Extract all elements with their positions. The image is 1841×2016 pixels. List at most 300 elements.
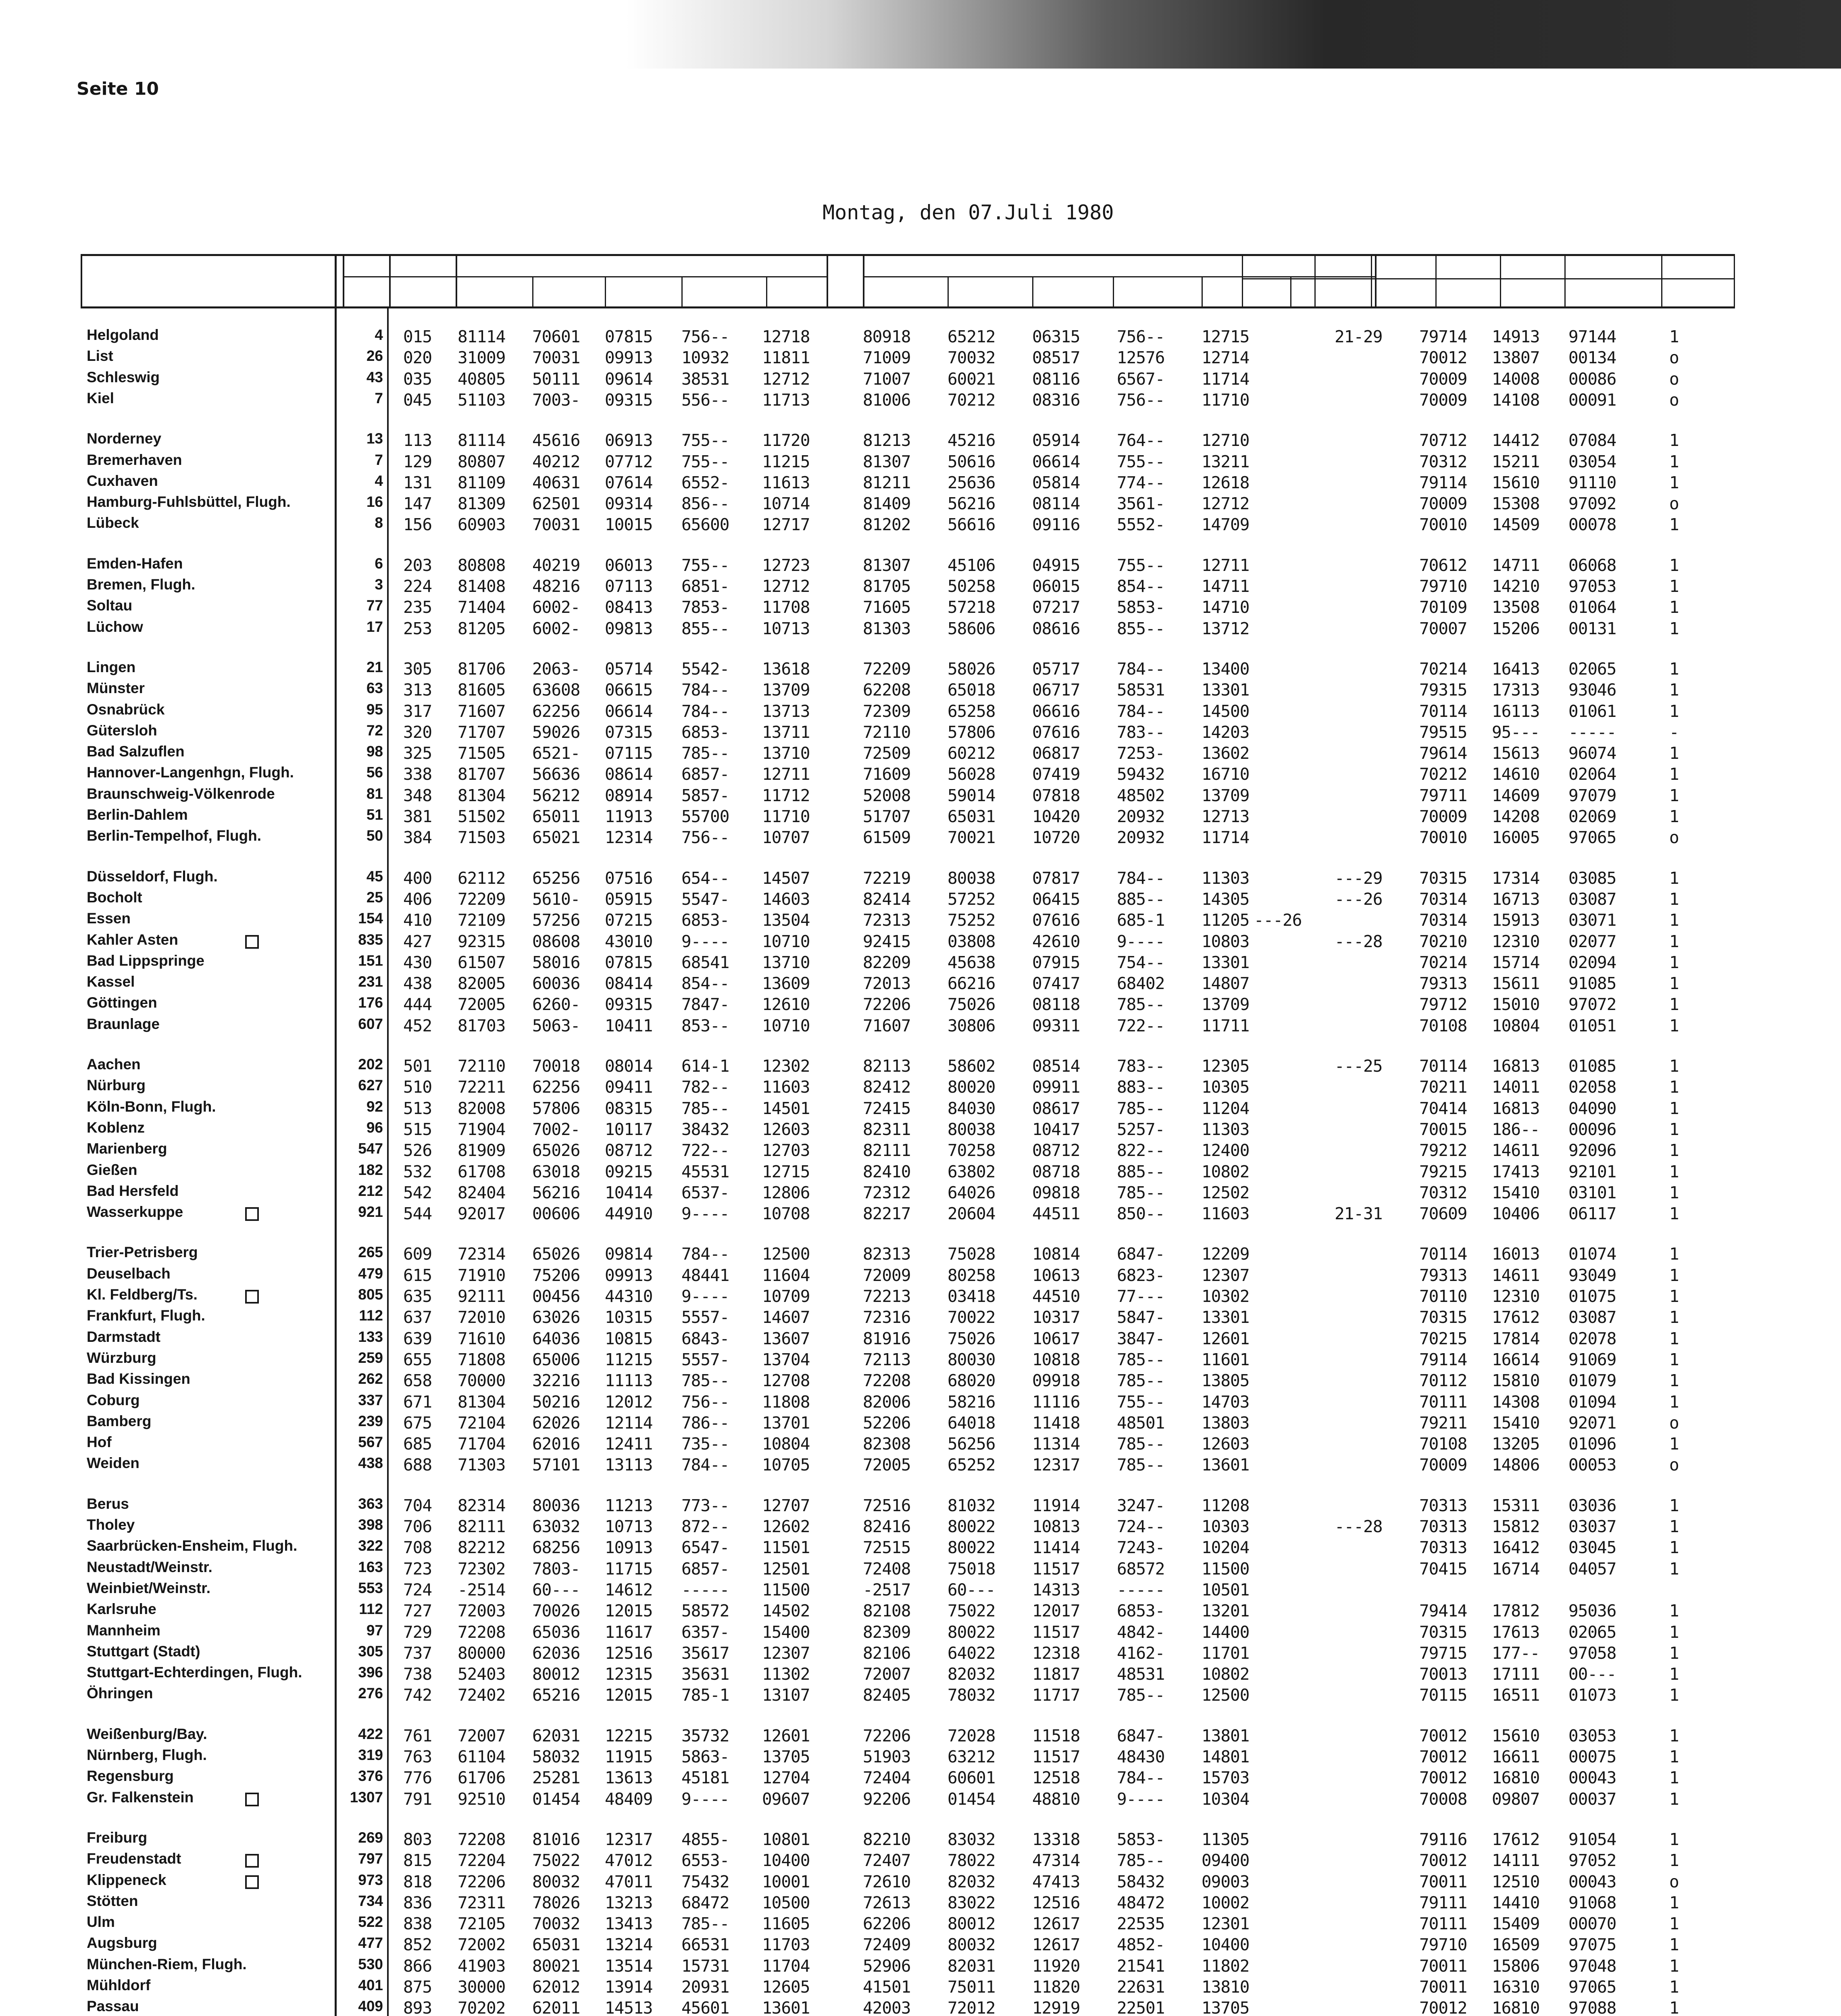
cell-i: 11820 (1032, 1977, 1080, 1997)
cell-e: 12715 (762, 1162, 810, 1181)
cell-r5: 97079 (1568, 785, 1616, 805)
cell-r3: 79114 (1419, 1350, 1467, 1369)
cell-r3: 70313 (1419, 1538, 1467, 1558)
cell-f: 52206 (863, 1413, 911, 1433)
station-height: 363 (358, 1495, 383, 1512)
cell-c: 10414 (605, 1183, 653, 1202)
cell-i: 06415 (1032, 889, 1080, 909)
cell-a: 71404 (458, 598, 506, 617)
station-height: 95 (366, 701, 383, 718)
block06-sub-line (343, 276, 827, 277)
cell-b: 63018 (532, 1162, 580, 1181)
cell-a: 41903 (458, 1956, 506, 1976)
cell-r3: 70110 (1419, 1287, 1467, 1306)
cell-i: 11418 (1032, 1413, 1080, 1433)
cell-a: 61104 (458, 1747, 506, 1766)
cell-r3: 70712 (1419, 431, 1467, 450)
cell-k: 14709 (1202, 515, 1250, 535)
cell-i: 08617 (1032, 1098, 1080, 1118)
header-subdivider (948, 277, 949, 308)
cell-c: 12411 (605, 1434, 653, 1454)
station-height: 259 (358, 1349, 383, 1366)
cell-a: 71303 (458, 1455, 506, 1475)
station-name: Helgoland (87, 327, 159, 343)
cell-r6: 1 (1669, 1308, 1679, 1327)
cell-iii: 406 (403, 889, 432, 909)
cell-e: 12711 (762, 764, 810, 784)
cell-b: 62026 (532, 1413, 580, 1433)
cell-r4: 14609 (1492, 785, 1540, 805)
cell-r4: 17612 (1492, 1308, 1540, 1327)
cell-j: 785-- (1117, 1685, 1165, 1705)
cell-r6: 1 (1669, 1204, 1679, 1224)
cell-r6: 1 (1669, 807, 1679, 826)
table-row (0, 1286, 1774, 1306)
cell-j: 685-1 (1117, 910, 1165, 930)
cell-b: 65036 (532, 1622, 580, 1642)
table-row (0, 576, 1774, 596)
page-number: Seite 10 (77, 79, 159, 99)
cell-i: 08316 (1032, 390, 1080, 410)
cell-iii: 317 (403, 701, 432, 721)
cell-j: 850-- (1117, 1204, 1165, 1224)
cell-r6: o (1669, 828, 1679, 848)
cell-j: 9---- (1117, 1789, 1165, 1809)
cell-f: 72415 (863, 1098, 911, 1118)
station-height: 396 (358, 1664, 383, 1681)
cell-f: 72206 (863, 995, 911, 1014)
cell-g: 63212 (948, 1747, 995, 1766)
cell-iii: 615 (403, 1265, 432, 1285)
cell-c: 09314 (605, 494, 653, 514)
cell-r4: 17812 (1492, 1601, 1540, 1621)
cell-g: 80258 (948, 1265, 995, 1285)
cell-d: 756-- (681, 828, 729, 848)
station-height: 322 (358, 1537, 383, 1554)
cell-iii: 147 (403, 494, 432, 514)
cell-i: 10617 (1032, 1329, 1080, 1348)
cell-c: 10117 (605, 1119, 653, 1139)
cell-f: 81307 (863, 452, 911, 471)
cell-j: 20932 (1117, 807, 1165, 826)
cell-d: 6853- (681, 910, 729, 930)
cell-k: 15703 (1202, 1768, 1250, 1788)
cell-e: 12707 (762, 1495, 810, 1515)
cell-r3: 70313 (1419, 1517, 1467, 1536)
cell-r4: 12310 (1492, 1287, 1540, 1306)
cell-i: 12919 (1032, 1998, 1080, 2016)
station-name: Weiden (87, 1455, 140, 1472)
cell-a: 82404 (458, 1183, 506, 1202)
cell-iii: 131 (403, 473, 432, 492)
cell-a: 72302 (458, 1559, 506, 1579)
cell-g: 60--- (948, 1580, 995, 1599)
cell-r6: 1 (1669, 974, 1679, 993)
station-name: Bamberg (87, 1412, 152, 1429)
cell-f: 92206 (863, 1789, 911, 1809)
table-row (0, 1601, 1774, 1621)
cell-a: 71704 (458, 1434, 506, 1454)
cell-r3: 70007 (1419, 619, 1467, 638)
cell-r5: 03037 (1568, 1517, 1616, 1536)
cell-i: 12617 (1032, 1914, 1080, 1934)
cell-k: 13301 (1202, 1308, 1250, 1327)
cell-k: 10204 (1202, 1538, 1250, 1558)
cell-d: 6843- (681, 1329, 729, 1348)
cell-k: 14801 (1202, 1747, 1250, 1766)
cell-c: 05915 (605, 889, 653, 909)
table-row (0, 973, 1774, 993)
cell-d: 45601 (681, 1998, 729, 2016)
cell-c: 13914 (605, 1977, 653, 1997)
cell-r3: 70214 (1419, 659, 1467, 679)
station-height: 96 (366, 1119, 383, 1136)
station-height: 51 (366, 806, 383, 823)
cell-g: 65212 (948, 327, 995, 346)
station-height: 97 (366, 1622, 383, 1639)
cell-r5: 97144 (1568, 327, 1616, 346)
cell-iii: 723 (403, 1559, 432, 1579)
cell-r5: 03101 (1568, 1183, 1616, 1202)
cell-r3: 70012 (1419, 348, 1467, 368)
cell-e: 10708 (762, 1204, 810, 1224)
cell-r5: 95036 (1568, 1601, 1616, 1621)
cell-f: 72005 (863, 1455, 911, 1475)
table-row (0, 1726, 1774, 1746)
cell-a: 52403 (458, 1664, 506, 1684)
station-height: 239 (358, 1412, 383, 1429)
cell-c: 08914 (605, 785, 653, 805)
cell-k: 12711 (1202, 555, 1250, 575)
cell-i: 11920 (1032, 1956, 1080, 1976)
station-height: 77 (366, 597, 383, 614)
cell-r3: 70013 (1419, 1664, 1467, 1684)
cell-r5: 97053 (1568, 577, 1616, 596)
table-row (0, 1914, 1774, 1934)
cell-r3: 70211 (1419, 1077, 1467, 1097)
cell-r3: 70009 (1419, 369, 1467, 389)
cell-c: 09215 (605, 1162, 653, 1181)
cell-iii: 129 (403, 452, 432, 471)
cell-d: 68541 (681, 952, 729, 972)
cell-r5: 97075 (1568, 1935, 1616, 1955)
station-height: 262 (358, 1370, 383, 1387)
header-subdivider (1500, 254, 1501, 308)
cell-i: 10720 (1032, 828, 1080, 848)
cell-r3: 70009 (1419, 1455, 1467, 1475)
cell-iii: 156 (403, 515, 432, 535)
station-height: 337 (358, 1391, 383, 1408)
cell-a: 71808 (458, 1350, 506, 1369)
cell-b: 62012 (532, 1977, 580, 1997)
cell-b: 59026 (532, 722, 580, 742)
cell-c: 12516 (605, 1643, 653, 1663)
station-name: Bad Hersfeld (87, 1182, 179, 1199)
cell-a: 81605 (458, 680, 506, 700)
cell-r5: 01096 (1568, 1434, 1616, 1454)
cell-a: 72206 (458, 1872, 506, 1891)
cell-g: 75018 (948, 1559, 995, 1579)
cell-k: 11500 (1202, 1559, 1250, 1579)
cell-iii: 727 (403, 1601, 432, 1621)
cell-r4: 17313 (1492, 680, 1540, 700)
cell-d: 38432 (681, 1119, 729, 1139)
cell-r3: 79614 (1419, 744, 1467, 763)
cell-i: 11717 (1032, 1685, 1080, 1705)
cell-r6: 1 (1669, 1265, 1679, 1285)
cell-i: 10317 (1032, 1308, 1080, 1327)
station-height: 627 (358, 1077, 383, 1094)
cell-f: 42003 (863, 1998, 911, 2016)
cell-j: 6847- (1117, 1244, 1165, 1264)
cell-r5: 03054 (1568, 452, 1616, 471)
cell-iii: 305 (403, 659, 432, 679)
cell-e: 11215 (762, 452, 810, 471)
cell-iii: 637 (403, 1308, 432, 1327)
cell-r2: 21-29 (1335, 327, 1383, 346)
cell-d: 785-1 (681, 1685, 729, 1705)
cell-r5: 00096 (1568, 1119, 1616, 1139)
cell-r5: 00131 (1568, 619, 1616, 638)
cell-i: 08118 (1032, 995, 1080, 1014)
station-name: Berlin-Dahlem (87, 806, 188, 823)
cell-e: 13710 (762, 744, 810, 763)
cell-iii: 035 (403, 369, 432, 389)
station-height: 3 (375, 576, 383, 593)
cell-b: 62016 (532, 1434, 580, 1454)
cell-f: 61509 (863, 828, 911, 848)
cell-r6: 1 (1669, 1350, 1679, 1369)
cell-j: 883-- (1117, 1077, 1165, 1097)
station-name: Düsseldorf, Flugh. (87, 868, 218, 885)
cell-d: 38531 (681, 369, 729, 389)
cell-c: 09913 (605, 348, 653, 368)
cell-c: 13514 (605, 1956, 653, 1976)
cell-b: 62011 (532, 1998, 580, 2016)
cell-d: 5557- (681, 1308, 729, 1327)
cell-r3: 70009 (1419, 390, 1467, 410)
cell-b: 7002- (532, 1119, 580, 1139)
cell-e: 11720 (762, 431, 810, 450)
cell-k: 14807 (1202, 974, 1250, 993)
cell-b: 63026 (532, 1308, 580, 1327)
cell-d: 556-- (681, 390, 729, 410)
cell-k: 10305 (1202, 1077, 1250, 1097)
cell-r4: 16412 (1492, 1538, 1540, 1558)
cell-a: 72110 (458, 1056, 506, 1076)
cell-c: 09813 (605, 619, 653, 638)
cell-r3: 79313 (1419, 1265, 1467, 1285)
cell-iii: 320 (403, 722, 432, 742)
table-row (0, 659, 1774, 679)
cell-r4: 15410 (1492, 1413, 1540, 1433)
cell-f: 82209 (863, 952, 911, 972)
cell-c: 13214 (605, 1935, 653, 1955)
cell-c: 11913 (605, 807, 653, 826)
cell-c: 06913 (605, 431, 653, 450)
cell-i: 11116 (1032, 1392, 1080, 1412)
cell-r3: 79114 (1419, 473, 1467, 492)
header-divider (456, 254, 457, 308)
table-row (0, 1204, 1774, 1224)
cell-r3: 70314 (1419, 889, 1467, 909)
cell-c: 11617 (605, 1622, 653, 1642)
station-name: Norderney (87, 430, 162, 447)
cell-j: 20932 (1117, 828, 1165, 848)
cell-a: 31009 (458, 348, 506, 368)
cell-b: 65031 (532, 1935, 580, 1955)
cell-e: 11708 (762, 598, 810, 617)
cell-r3: 70012 (1419, 1768, 1467, 1788)
cell-e: 11808 (762, 1392, 810, 1412)
station-height: 398 (358, 1516, 383, 1533)
station-name: Emden-Hafen (87, 555, 183, 572)
cell-a: 92510 (458, 1789, 506, 1809)
cell-g: 56256 (948, 1434, 995, 1454)
cell-r4: 15812 (1492, 1517, 1540, 1536)
cell-r2: ---29 (1335, 868, 1383, 888)
cell-r5: 97052 (1568, 1851, 1616, 1870)
cell-a: 71904 (458, 1119, 506, 1139)
cell-r3: 70312 (1419, 452, 1467, 471)
station-name: Kl. Feldberg/Ts. (87, 1286, 198, 1303)
cell-e: 15400 (762, 1622, 810, 1642)
cell-k: 11205 (1202, 910, 1250, 930)
cell-k: 12500 (1202, 1685, 1250, 1705)
cell-r6: 1 (1669, 1119, 1679, 1139)
cell-f: 82313 (863, 1244, 911, 1264)
cell-r4: 16509 (1492, 1935, 1540, 1955)
cell-r6: 1 (1669, 1077, 1679, 1097)
cell-r6: 1 (1669, 680, 1679, 700)
cell-r3: 79111 (1419, 1893, 1467, 1912)
table-row (0, 1935, 1774, 1955)
cell-i: 08116 (1032, 369, 1080, 389)
header-subdivider (532, 277, 533, 308)
cell-j: 6847- (1117, 1726, 1165, 1745)
cell-r3: 70212 (1419, 764, 1467, 784)
cell-r3: 70210 (1419, 931, 1467, 951)
cell-c: 09315 (605, 995, 653, 1014)
cell-g: 03808 (948, 931, 995, 951)
cell-d: 782-- (681, 1077, 729, 1097)
station-name: Bremen, Flugh. (87, 576, 196, 593)
cell-iii: 763 (403, 1747, 432, 1766)
cell-g: 80012 (948, 1914, 995, 1934)
cell-r4: 15810 (1492, 1371, 1540, 1391)
cell-a: 80808 (458, 555, 506, 575)
cell-r5: 01061 (1568, 701, 1616, 721)
cell-k: 12710 (1202, 431, 1250, 450)
station-name: Nürburg (87, 1077, 146, 1094)
station-height: 163 (358, 1558, 383, 1575)
station-height: 522 (358, 1914, 383, 1931)
cell-g: 58026 (948, 659, 995, 679)
cell-b: 60--- (532, 1580, 580, 1599)
cell-j: 12576 (1117, 348, 1165, 368)
cell-e: 12712 (762, 577, 810, 596)
cell-d: 6553- (681, 1851, 729, 1870)
cell-r4: 14913 (1492, 327, 1540, 346)
cell-c: 12317 (605, 1829, 653, 1849)
cell-iii: 113 (403, 431, 432, 450)
cell-g: 70021 (948, 828, 995, 848)
table-row (0, 722, 1774, 742)
cell-a: 81114 (458, 431, 506, 450)
cell-b: 50111 (532, 369, 580, 389)
cell-d: 7847- (681, 995, 729, 1014)
cell-r3: 79710 (1419, 1935, 1467, 1955)
table-row (0, 619, 1774, 639)
cell-i: 12318 (1032, 1643, 1080, 1663)
cell-g: 20604 (948, 1204, 995, 1224)
station-name: Öhringen (87, 1685, 153, 1702)
cell-f: 81705 (863, 577, 911, 596)
cell-iii: 015 (403, 327, 432, 346)
cell-g: 65018 (948, 680, 995, 700)
cell-k: 12400 (1202, 1141, 1250, 1160)
cell-r5: 97065 (1568, 828, 1616, 848)
cell-c: 09315 (605, 390, 653, 410)
cell-iii: 438 (403, 974, 432, 993)
cell-c: 44310 (605, 1287, 653, 1306)
cell-iii: 444 (403, 995, 432, 1014)
cell-k: 13201 (1202, 1601, 1250, 1621)
cell-k: 12305 (1202, 1056, 1250, 1076)
cell-b: 64036 (532, 1329, 580, 1348)
cell-r6: 1 (1669, 1098, 1679, 1118)
cell-r5: 02077 (1568, 931, 1616, 951)
station-name: Wasserkuppe (87, 1204, 183, 1220)
cell-iii: 235 (403, 598, 432, 617)
cell-g: 58216 (948, 1392, 995, 1412)
cell-d: 20931 (681, 1977, 729, 1997)
cell-k: 13801 (1202, 1726, 1250, 1745)
cell-iii: 704 (403, 1495, 432, 1515)
cell-e: 11501 (762, 1538, 810, 1558)
header-subdivider (1242, 254, 1243, 308)
cell-c: 11715 (605, 1559, 653, 1579)
cell-f: 72007 (863, 1664, 911, 1684)
cell-c: 06614 (605, 701, 653, 721)
cell-b: 80036 (532, 1495, 580, 1515)
cell-c: 11113 (605, 1371, 653, 1391)
cell-d: 55700 (681, 807, 729, 826)
cell-b: 62501 (532, 494, 580, 514)
cell-r4: 15410 (1492, 1183, 1540, 1202)
table-row (0, 1789, 1774, 1809)
cell-c: 07315 (605, 722, 653, 742)
cell-r5: 02078 (1568, 1329, 1616, 1348)
station-name: Freiburg (87, 1829, 148, 1846)
cell-j: 5847- (1117, 1308, 1165, 1327)
cell-r3: 70114 (1419, 701, 1467, 721)
table-row (0, 952, 1774, 973)
cell-d: 45181 (681, 1768, 729, 1788)
cell-r3: 70314 (1419, 910, 1467, 930)
cell-r5: 92071 (1568, 1413, 1616, 1433)
cell-r4: 14210 (1492, 577, 1540, 596)
station-height: 376 (358, 1768, 383, 1785)
cell-i: 10420 (1032, 807, 1080, 826)
cell-i: 07817 (1032, 868, 1080, 888)
cell-r4: 16810 (1492, 1998, 1540, 2016)
table-row (0, 597, 1774, 617)
cell-d: 35732 (681, 1726, 729, 1745)
table-row (0, 369, 1774, 389)
header-top-line (81, 254, 1734, 256)
mountain-station-box-icon (245, 935, 259, 949)
